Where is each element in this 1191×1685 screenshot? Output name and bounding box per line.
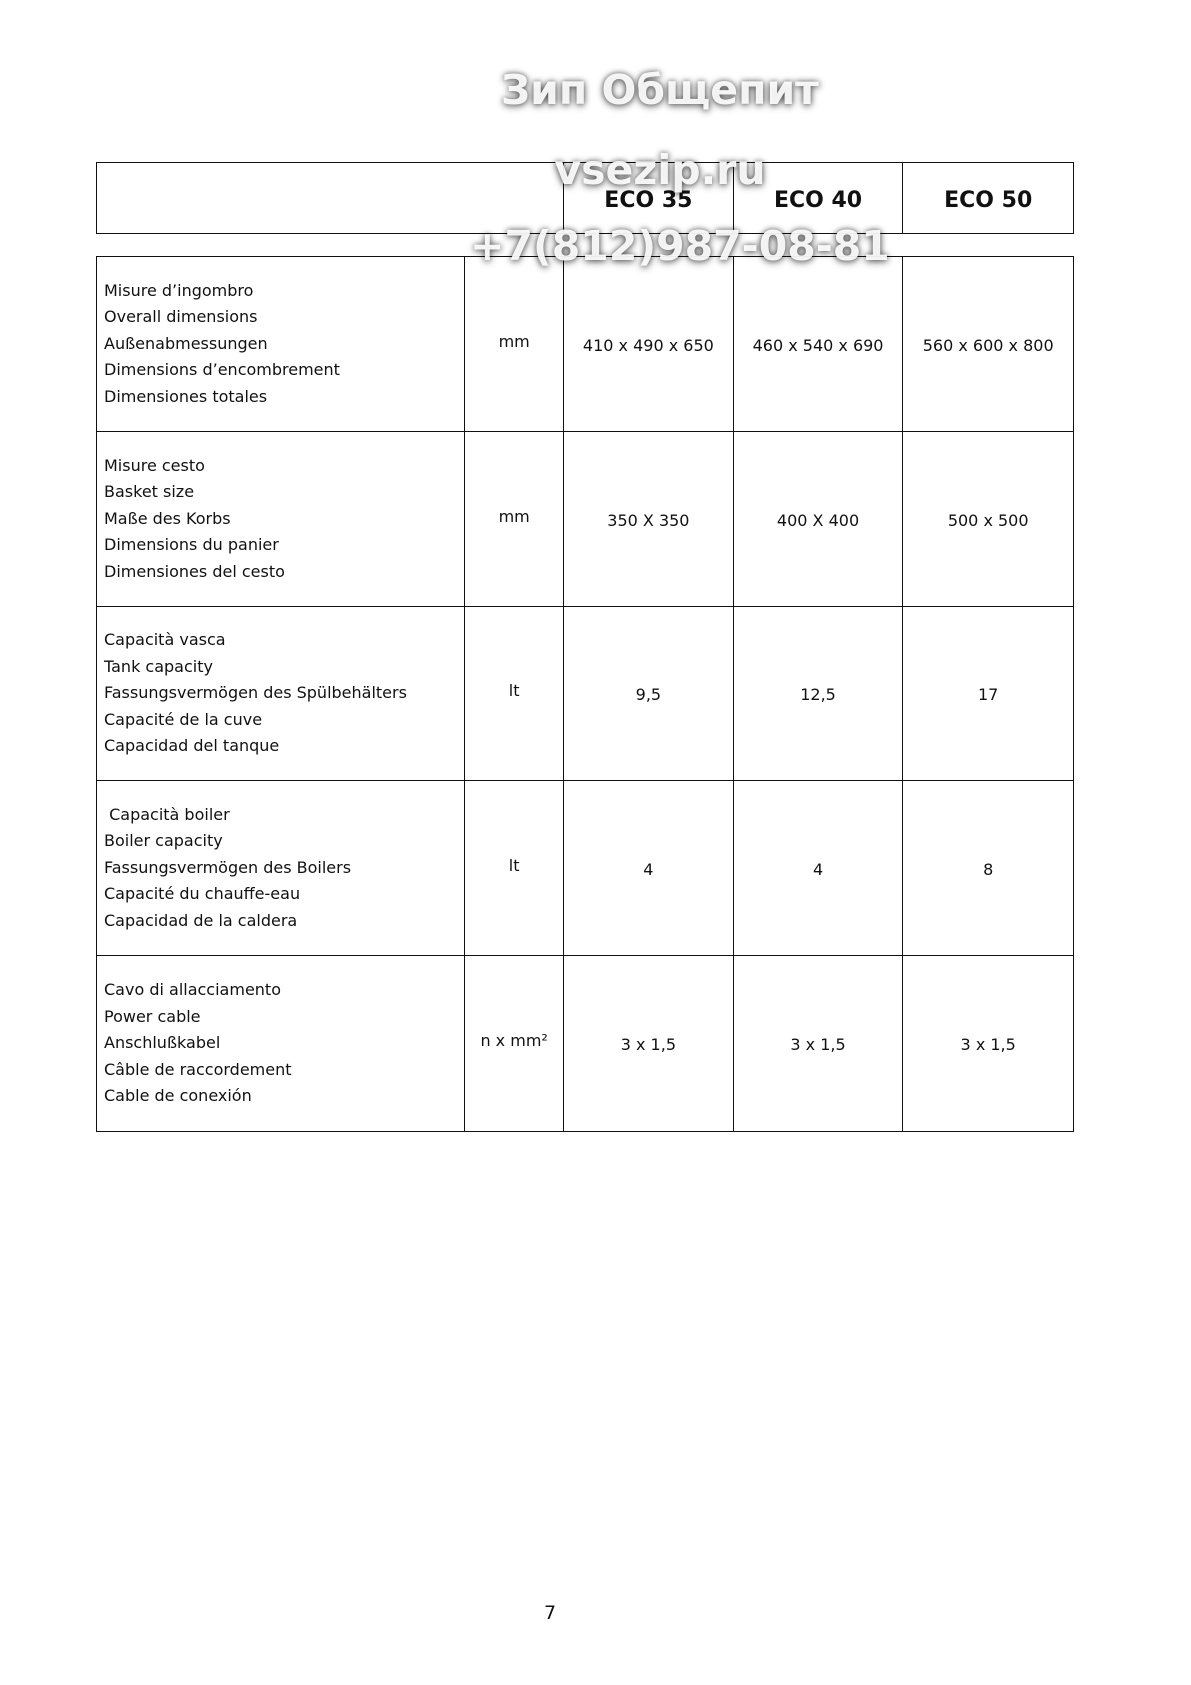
table-row-boiler-capacity [97,781,1073,956]
row-unit: lt [465,781,564,955]
label-de: Fassungsvermögen des Boilers [104,857,352,877]
row-label [97,956,465,1131]
value-eco35: 3 x 1,5 [564,956,734,1131]
label-it: Cavo di allacciamento [104,980,281,1000]
specifications-table [96,256,1074,1132]
page-number: 7 [543,1602,557,1624]
label-es: Dimensiones del cesto [104,561,285,581]
row-unit: lt [465,607,564,780]
label-de: Anschlußkabel [104,1033,221,1053]
row-unit: mm [465,432,564,606]
label-it: Capacità boiler [104,804,230,824]
label-it: Misure d’ingombro [104,280,254,300]
value-eco40: 4 [734,781,904,955]
table-row-power-cable [97,956,1073,1131]
label-fr: Dimensions d’encombrement [104,360,340,380]
label-fr: Dimensions du panier [104,535,279,555]
value-eco50: 17 [978,685,999,704]
header-blank-cell [97,163,564,233]
label-en: Boiler capacity [104,831,223,851]
watermark-phone: +7(812)987-08-81 [470,222,890,270]
label-it: Misure cesto [104,455,205,475]
value-eco35: 9,5 [564,607,734,780]
header-model-eco40: ECO 40 [734,163,904,233]
label-it: Capacità vasca [104,630,226,650]
label-fr: Câble de raccordement [104,1059,292,1079]
label-fr: Capacité de la cuve [104,709,263,729]
label-de: Fassungsvermögen des Spülbehälters [104,683,407,703]
value-eco50: 560 x 600 x 800 [922,335,1054,355]
model-header-table [96,162,1074,234]
label-de: Außenabmessungen [104,333,268,353]
row-label [97,607,465,780]
watermark-website: vsezip.ru [554,146,766,194]
header-model-eco35: ECO 35 [564,163,734,233]
row-label [97,257,465,431]
label-es: Capacidad de la caldera [104,910,298,930]
row-label [97,781,465,955]
row-unit: n x mm² [465,956,564,1131]
table-row-overall-dimensions [97,257,1073,432]
label-de: Maße des Korbs [104,508,231,528]
label-fr: Capacité du chauffe-eau [104,884,301,904]
label-es: Dimensiones totales [104,386,268,406]
value-eco50: 500 x 500 [947,510,1029,530]
watermark-company: Зип Общепит [501,66,819,114]
label-en: Basket size [104,482,195,502]
value-eco50: 3 x 1,5 [960,1035,1016,1054]
value-eco40: 12,5 [734,607,904,780]
label-es: Cable de conexión [104,1086,252,1106]
value-eco35: 410 x 490 x 650 [564,257,734,431]
value-eco50: 8 [983,859,994,879]
table-row-tank-capacity [97,607,1073,781]
table-row-basket-size [97,432,1073,607]
value-eco40: 3 x 1,5 [734,956,904,1131]
label-es: Capacidad del tanque [104,736,280,756]
label-en: Tank capacity [104,656,213,676]
value-eco35: 350 X 350 [564,432,734,606]
label-en: Power cable [104,1006,201,1026]
value-eco40: 460 x 540 x 690 [734,257,904,431]
row-label [97,432,465,606]
value-eco40: 400 X 400 [734,432,904,606]
label-en: Overall dimensions [104,307,258,327]
header-model-eco50: ECO 50 [944,187,1033,213]
row-unit: mm [465,257,564,431]
value-eco35: 4 [564,781,734,955]
